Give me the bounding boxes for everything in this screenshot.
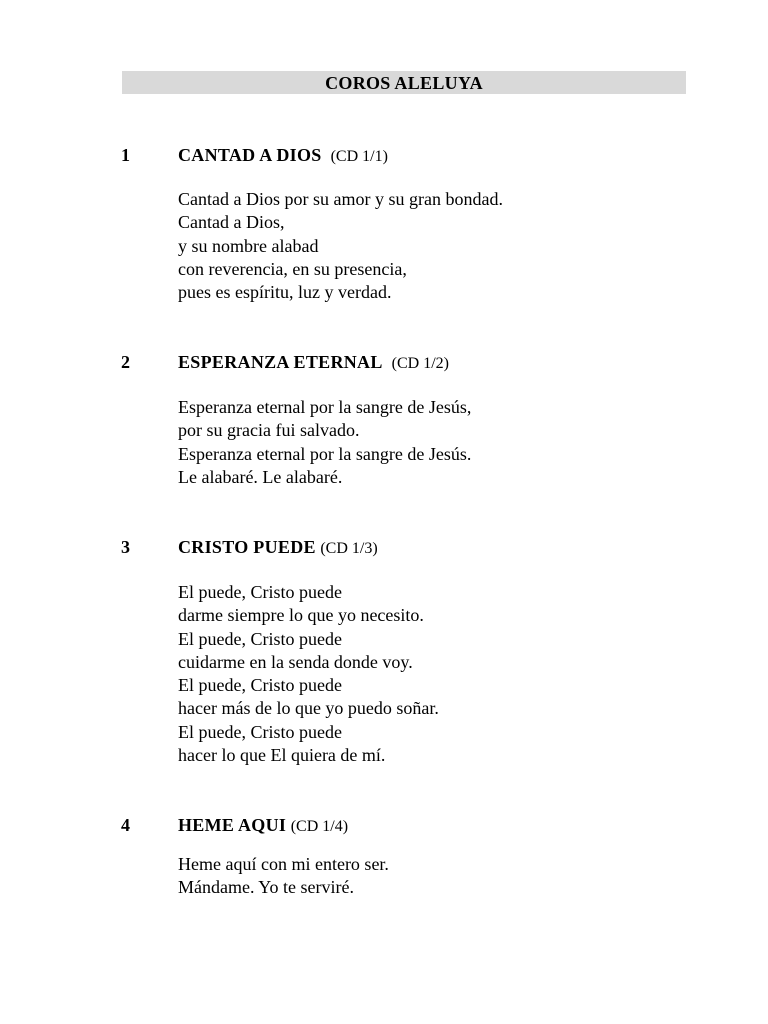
song-heading xyxy=(178,351,449,375)
song-title: CRISTO PUEDE xyxy=(178,537,316,557)
song-cd-reference: (CD 1/3) xyxy=(320,540,378,557)
lyric-line: Le alabaré. Le alabaré. xyxy=(178,466,343,487)
song-lyrics xyxy=(178,581,439,767)
lyric-line: hacer más de lo que yo puedo soñar. xyxy=(178,698,439,719)
song-lyrics xyxy=(178,188,503,304)
song-heading xyxy=(178,144,388,168)
song-cd-reference: (CD 1/2) xyxy=(391,355,449,372)
song-lyrics xyxy=(178,396,471,489)
song-cd-reference: (CD 1/4) xyxy=(290,818,349,835)
lyric-line: Mándame. Yo te serviré. xyxy=(178,877,354,898)
lyric-line: Esperanza eternal por la sangre de Jesús, xyxy=(178,397,472,417)
lyric-line: El puede, Cristo puede xyxy=(178,582,342,602)
song-lyrics xyxy=(178,853,389,900)
lyric-line: Heme aquí con mi entero ser. xyxy=(178,854,389,874)
song-number: 3 xyxy=(121,537,130,557)
lyric-line: con reverencia, en su presencia, xyxy=(178,258,407,279)
song-heading xyxy=(178,814,348,838)
lyric-line: Cantad a Dios, xyxy=(178,212,285,233)
lyric-line: Cantad a Dios por su amor y su gran bondad. xyxy=(178,189,503,209)
song-heading xyxy=(178,536,378,560)
song-title: HEME AQUI xyxy=(178,815,287,835)
lyric-line: cuidarme en la senda donde voy. xyxy=(178,651,413,672)
song-number: 2 xyxy=(121,352,130,372)
lyric-line: por su gracia fui salvado. xyxy=(178,420,360,441)
document-title: COROS ALELUYA xyxy=(325,73,483,93)
song-number: 1 xyxy=(121,145,130,165)
song-number: 4 xyxy=(121,815,130,835)
song-cd-reference: (CD 1/1) xyxy=(330,148,388,165)
lyric-line: darme siempre lo que yo necesito. xyxy=(178,605,424,626)
document-header xyxy=(122,71,686,94)
lyric-line: y su nombre alabad xyxy=(178,235,319,256)
song-title: ESPERANZA ETERNAL xyxy=(178,352,383,372)
lyric-line: El puede, Cristo puede xyxy=(178,721,342,742)
lyric-line: El puede, Cristo puede xyxy=(178,628,342,649)
song-title: CANTAD A DIOS xyxy=(178,145,322,165)
lyric-line: pues es espíritu, luz y verdad. xyxy=(178,282,392,303)
lyric-line: Esperanza eternal por la sangre de Jesús. xyxy=(178,443,472,464)
lyric-line: hacer lo que El quiera de mí. xyxy=(178,745,386,766)
lyric-line: El puede, Cristo puede xyxy=(178,675,342,696)
